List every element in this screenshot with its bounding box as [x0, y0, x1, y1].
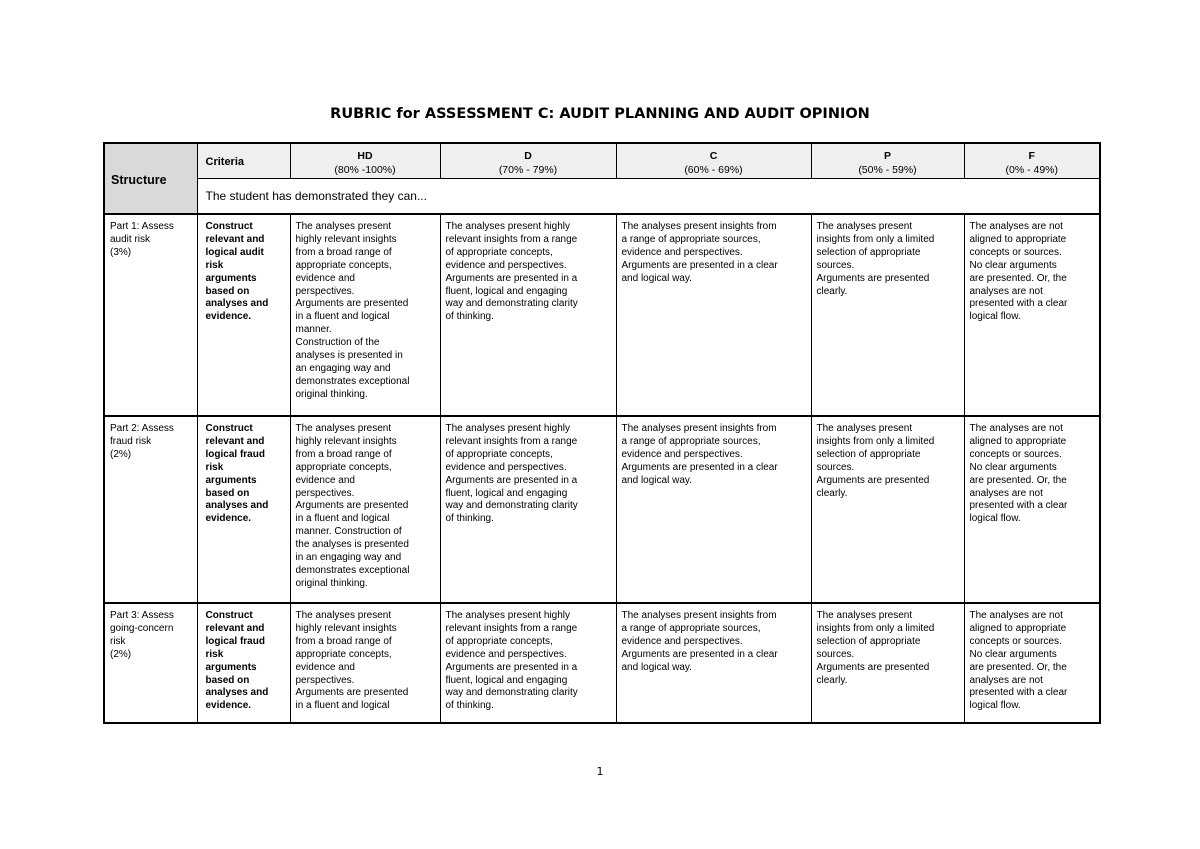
- d-descriptor: [440, 214, 616, 416]
- grade-code: P: [883, 149, 891, 162]
- f-descriptor: [964, 603, 1100, 723]
- p-descriptor: [811, 603, 964, 723]
- c-descriptor: [616, 603, 811, 723]
- table-row: [104, 214, 1100, 416]
- grade-range: (60% - 69%): [684, 163, 743, 176]
- c-descriptor: [616, 214, 811, 416]
- criteria-text: Construct relevant and logical fraud risk arguments based on analyses and evidence.: [205, 423, 269, 525]
- part-label: [104, 214, 197, 416]
- rubric-table: [103, 142, 1101, 724]
- criteria-text: Construct relevant and logical audit risk arguments based on analyses and evidence.: [205, 221, 269, 323]
- grade-header-d: [440, 143, 616, 179]
- descriptor-text: The analyses present highly relevant insights from a range of appropriate concepts, evidence and perspectives. Arguments are presented in a fluent, logical and engaging way and demonstrating clarity of thinking.: [445, 610, 578, 712]
- criteria-text: Construct relevant and logical fraud risk arguments based on analyses and evidence.: [205, 610, 269, 712]
- table-row: [104, 603, 1100, 723]
- descriptor-text: The analyses present highly relevant insights from a broad range of appropriate concepts, evidence and perspectives. Arguments are presented in a fluent and logical: [295, 610, 409, 712]
- descriptor-text: The analyses are not aligned to appropriate concepts or sources. No clear arguments are presented. Or, the analyses are not presented with a clear logical flow.: [969, 610, 1068, 712]
- f-descriptor: [964, 416, 1100, 603]
- descriptor-text: The analyses present highly relevant insights from a broad range of appropriate concepts, evidence and perspectives. Arguments are presented in a fluent and logical manner. Construction of the analyses is presented in an engaging way and demonstrates exceptional original thinking.: [295, 423, 410, 589]
- criteria-header: Criteria: [197, 143, 290, 179]
- p-descriptor: [811, 416, 964, 603]
- criteria-cell: [197, 214, 290, 416]
- descriptor-text: The analyses present insights from a range of appropriate sources, evidence and perspectives. Arguments are presented in a clear and logical way.: [621, 221, 778, 284]
- grade-range: (0% - 49%): [1005, 163, 1058, 176]
- table-row: [104, 416, 1100, 603]
- grade-header-hd: [290, 143, 440, 179]
- part-text: Part 2: Assess fraud risk (2%): [110, 423, 174, 460]
- grade-range: (80% -100%): [334, 163, 396, 176]
- page-title: RUBRIC for ASSESSMENT C: AUDIT PLANNING AND AUDIT OPINION: [330, 106, 870, 122]
- d-descriptor: [440, 603, 616, 723]
- grade-code: C: [709, 149, 718, 162]
- descriptor-text: The analyses present insights from only a limited selection of appropriate sources. Arguments are presented clearly.: [816, 221, 935, 297]
- hd-descriptor: [290, 603, 440, 723]
- criteria-cell: [197, 603, 290, 723]
- grade-code: HD: [357, 149, 373, 162]
- header-row: [104, 143, 1100, 179]
- descriptor-text: The analyses present insights from only a limited selection of appropriate sources. Arguments are presented clearly.: [816, 423, 935, 499]
- descriptor-text: The analyses are not aligned to appropriate concepts or sources. No clear arguments are presented. Or, the analyses are not presented with a clear logical flow.: [969, 423, 1068, 525]
- part-label: [104, 416, 197, 603]
- grade-range: (50% - 59%): [858, 163, 917, 176]
- structure-header: Structure: [104, 143, 197, 214]
- hd-descriptor: [290, 214, 440, 416]
- descriptor-text: The analyses present highly relevant insights from a broad range of appropriate concepts, evidence and perspectives. Arguments are presented in a fluent and logical manner. Construction of the analyses is presented in an engaging way and demonstrates exceptional original thinking.: [295, 221, 410, 400]
- grade-code: F: [1028, 149, 1035, 162]
- grade-header-f: [964, 143, 1100, 179]
- descriptor-text: The analyses present highly relevant insights from a range of appropriate concepts, evidence and perspectives. Arguments are presented in a fluent, logical and engaging way and demonstrating clarity of thinking.: [445, 423, 578, 525]
- f-descriptor: [964, 214, 1100, 416]
- c-descriptor: [616, 416, 811, 603]
- page-number: 1: [596, 765, 604, 778]
- descriptor-text: The analyses present insights from a range of appropriate sources, evidence and perspectives. Arguments are presented in a clear and logical way.: [621, 610, 778, 673]
- descriptor-text: The analyses are not aligned to appropriate concepts or sources. No clear arguments are presented. Or, the analyses are not presented with a clear logical flow.: [969, 221, 1068, 323]
- d-descriptor: [440, 416, 616, 603]
- grade-header-p: [811, 143, 964, 179]
- subheading: The student has demonstrated they can...: [197, 179, 1100, 215]
- part-label: [104, 603, 197, 723]
- part-text: Part 1: Assess audit risk (3%): [110, 221, 174, 258]
- subheading-row: [104, 179, 1100, 215]
- grade-code: D: [524, 149, 532, 162]
- part-text: Part 3: Assess going-concern risk (2%): [110, 610, 174, 660]
- grade-header-c: [616, 143, 811, 179]
- grade-range: (70% - 79%): [498, 163, 558, 176]
- descriptor-text: The analyses present highly relevant insights from a range of appropriate concepts, evidence and perspectives. Arguments are presented in a fluent, logical and engaging way and demonstrating clarity of thinking.: [445, 221, 578, 323]
- p-descriptor: [811, 214, 964, 416]
- hd-descriptor: [290, 416, 440, 603]
- descriptor-text: The analyses present insights from a range of appropriate sources, evidence and perspectives. Arguments are presented in a clear and logical way.: [621, 423, 778, 486]
- criteria-cell: [197, 416, 290, 603]
- descriptor-text: The analyses present insights from only a limited selection of appropriate sources. Arguments are presented clearly.: [816, 610, 935, 686]
